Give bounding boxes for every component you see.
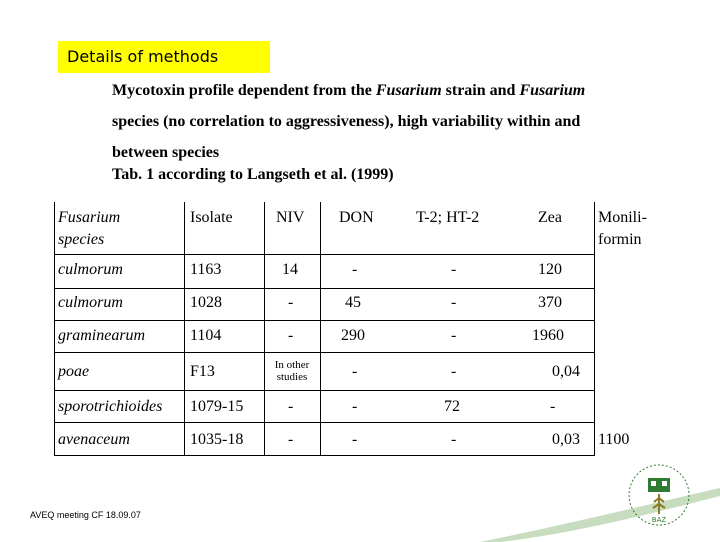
table-cell-species: graminearum xyxy=(58,327,146,344)
table-cell-zea: - xyxy=(550,398,556,415)
mycotoxin-table xyxy=(54,202,710,456)
table-border-bottom xyxy=(54,455,594,456)
table-cell-niv: 14 xyxy=(282,261,298,278)
intro-genus-2: Fusarium xyxy=(519,82,586,99)
table-cell-t2: - xyxy=(451,294,457,311)
table-cell-zea: 1960 xyxy=(532,327,564,344)
table-divider xyxy=(184,202,185,456)
intro-genus-1: Fusarium xyxy=(375,82,442,99)
table-cell-niv: - xyxy=(288,327,294,344)
table-cell-niv: - xyxy=(288,294,294,311)
table-reference: Tab. 1 according to Langseth et al. (1999) xyxy=(112,166,394,183)
table-cell-don: 45 xyxy=(345,294,361,311)
table-cell-species: culmorum xyxy=(58,261,123,278)
table-cell-don: 290 xyxy=(341,327,365,344)
table-cell-niv-note xyxy=(267,359,317,383)
table-cell-zea: 120 xyxy=(538,261,562,278)
intro-paragraph xyxy=(112,75,672,168)
table-cell-t2: - xyxy=(451,327,457,344)
table-cell-species: culmorum xyxy=(58,294,123,311)
table-cell-zea: 0,03 xyxy=(552,431,580,448)
niv-note-line1: In other xyxy=(274,359,310,371)
intro-line-1 xyxy=(112,75,672,106)
logo-text: BAZ xyxy=(651,516,667,524)
header-species-line2: species xyxy=(58,231,105,248)
table-row-divider xyxy=(54,320,594,321)
header-don: DON xyxy=(339,209,374,226)
table-cell-isolate: 1104 xyxy=(190,327,222,344)
table-cell-species: avenaceum xyxy=(58,431,130,448)
table-cell-isolate: 1079-15 xyxy=(190,398,244,415)
footer-text: AVEQ meeting CF 18.09.07 xyxy=(30,510,141,520)
table-cell-zea: 0,04 xyxy=(552,363,580,380)
table-cell-isolate: 1163 xyxy=(190,261,222,278)
table-row-divider xyxy=(54,352,594,353)
table-cell-t2: - xyxy=(451,261,457,278)
table-cell-species: poae xyxy=(58,363,90,380)
table-row-divider xyxy=(54,422,594,423)
intro-line-2: species (no correlation to aggressiveness), high variability within and xyxy=(112,113,581,130)
header-moniliformin-line1: Monili- xyxy=(598,209,647,226)
header-isolate: Isolate xyxy=(190,209,233,226)
table-cell-don: - xyxy=(352,363,358,380)
header-species-line1: Fusarium xyxy=(58,209,121,226)
table-cell-isolate: 1028 xyxy=(190,294,222,311)
table-cell-zea: 370 xyxy=(538,294,562,311)
table-cell-t2: 72 xyxy=(444,398,460,415)
section-title xyxy=(58,41,270,73)
table-cell-isolate: 1035-18 xyxy=(190,431,244,448)
header-moniliformin-line2: formin xyxy=(598,231,642,248)
institute-seal-logo-icon xyxy=(624,458,694,532)
table-cell-t2: - xyxy=(451,431,457,448)
header-niv: NIV xyxy=(276,209,305,226)
header-zea: Zea xyxy=(538,209,562,226)
table-row-divider xyxy=(54,390,594,391)
section-title-text: Details of methods xyxy=(67,47,219,66)
table-cell-niv: - xyxy=(288,398,294,415)
table-cell-t2: - xyxy=(451,363,457,380)
table-divider xyxy=(594,202,595,456)
table-row-divider xyxy=(54,288,594,289)
table-divider xyxy=(320,202,321,456)
header-t2: T-2; HT-2 xyxy=(416,209,480,226)
table-divider xyxy=(264,202,265,456)
intro-prefix: Mycotoxin profile dependent from the xyxy=(112,82,376,99)
table-row-divider xyxy=(54,254,594,255)
table-cell-moniliformin: 1100 xyxy=(598,431,630,448)
table-cell-isolate: F13 xyxy=(190,363,215,380)
niv-note-line2: studies xyxy=(276,371,308,383)
intro-line-3: between species xyxy=(112,144,220,161)
intro-mid: strain and xyxy=(441,82,520,99)
table-border-left xyxy=(54,202,55,456)
table-cell-don: - xyxy=(352,398,358,415)
table-cell-don: - xyxy=(352,431,358,448)
table-cell-niv: - xyxy=(288,431,294,448)
table-cell-don: - xyxy=(352,261,358,278)
table-cell-species: sporotrichioides xyxy=(58,398,163,415)
